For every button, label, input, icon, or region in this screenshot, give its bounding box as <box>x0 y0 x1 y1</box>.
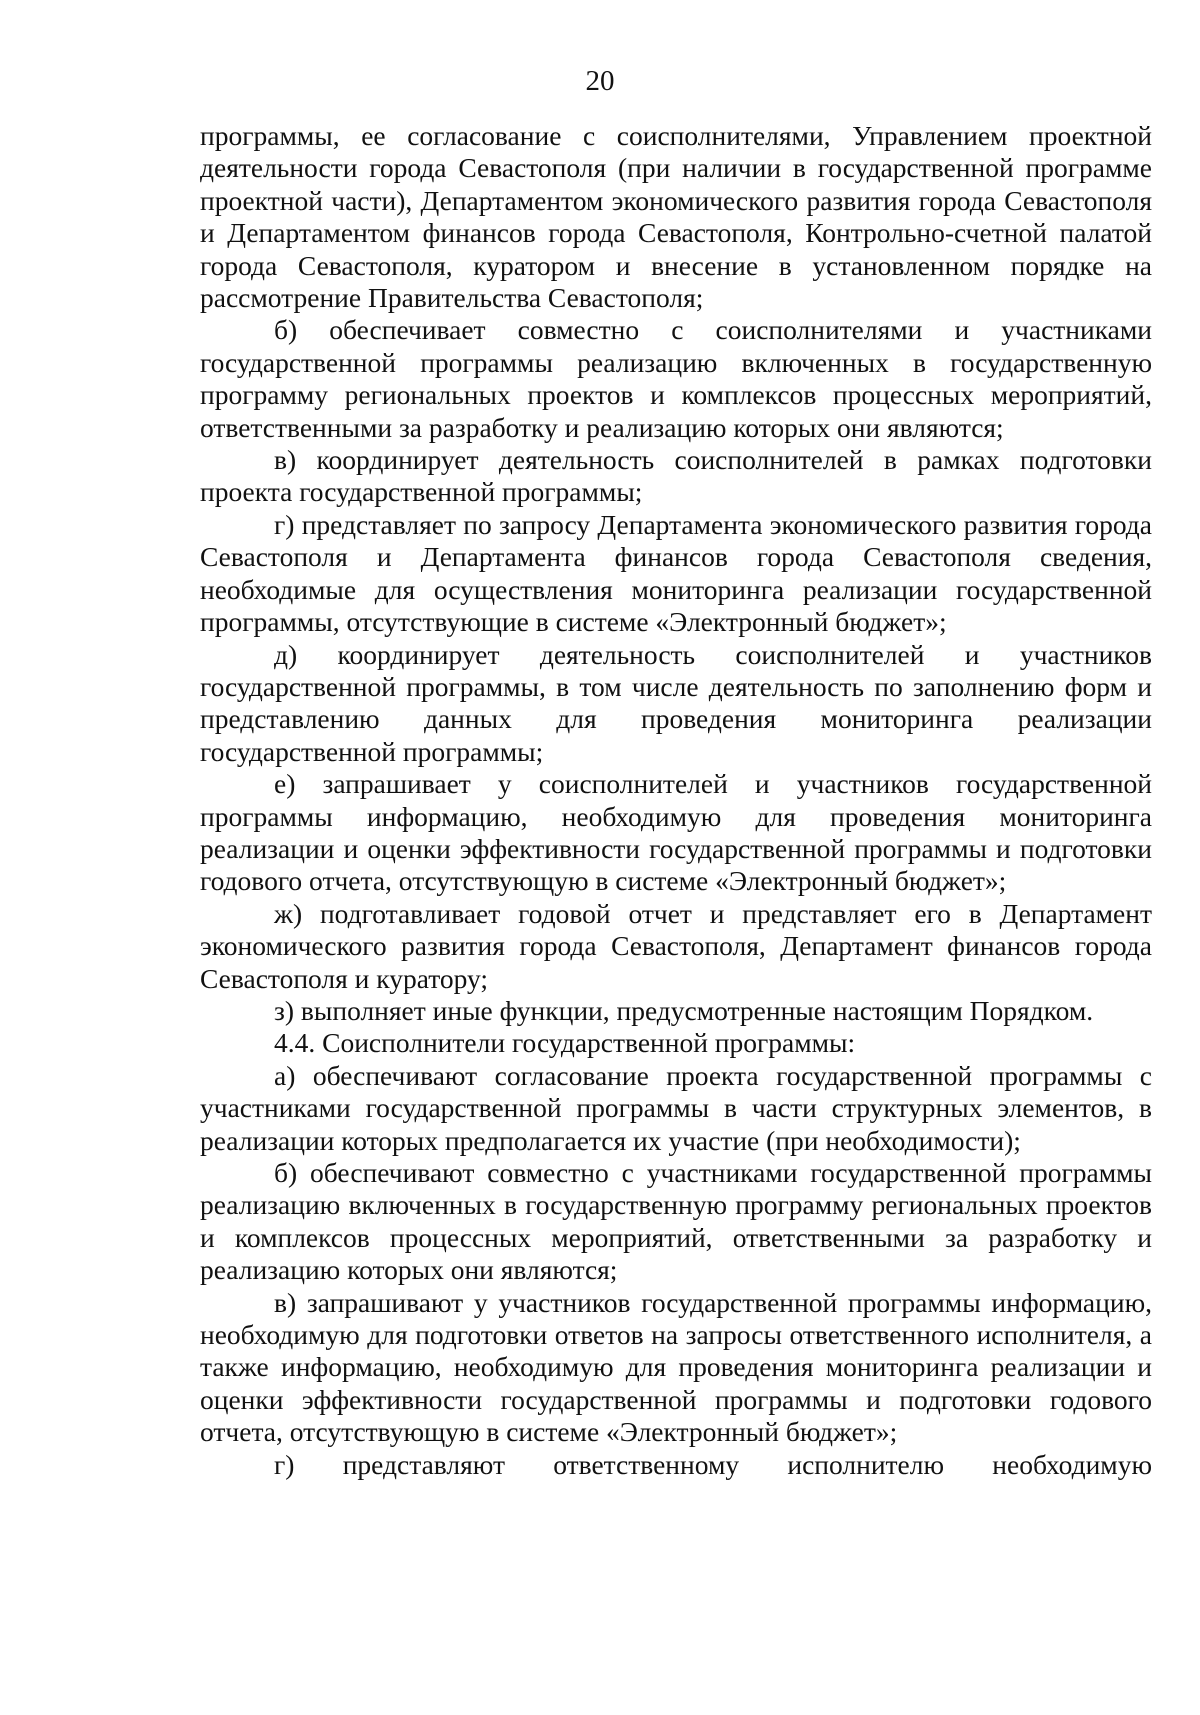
paragraph-item-g-2: г) представляют ответственному исполнителю необходимую <box>274 1448 1152 1480</box>
paragraph-item-g: г) представляет по запросу Департамента экономического развития города Севастополя и Департамента финансов города Севастополя сведения, необходимые для осуществления мониторинга реализации государственной программы, отсутствующие в системе «Электронный бюджет»; <box>200 508 1152 638</box>
paragraph-item-zh: ж) подготавливает годовой отчет и представляет его в Департамент экономического развития города Севастополя, Департамент финансов города Севастополя и куратору; <box>200 897 1152 994</box>
section-heading-4-4: 4.4. Соисполнители государственной программы: <box>274 1027 856 1059</box>
document-body <box>200 120 1152 1481</box>
paragraph-item-z: з) выполняет иные функции, предусмотренные настоящим Порядком. <box>274 994 1094 1026</box>
paragraph-item-b-2: б) обеспечивают совместно с участниками государственной программы реализацию включенных в государственную программу региональных проектов и комплексов процессных мероприятий, ответственными за разработку и реализацию которых они являются; <box>200 1157 1152 1286</box>
paragraph-item-v: в) координирует деятельность соисполнителей в рамках подготовки проекта государственной программы; <box>200 444 1152 508</box>
page-number: 20 <box>585 65 615 97</box>
paragraph-item-v-2: в) запрашивают у участников государственной программы информацию, необходимую для подготовки ответов на запросы ответственного исполнителя, а также информацию, необходимую для проведения мониторинга реализации и оценки эффективности государственной программы и подготовки годового отчета, отсутствующую в системе «Электронный бюджет»; <box>200 1286 1152 1448</box>
paragraph-item-e: е) запрашивает у соисполнителей и участников государственной программы информацию, необходимую для проведения мониторинга реализации и оценки эффективности государственной программы и подготовки годового отчета, отсутствующую в системе «Электронный бюджет»; <box>200 768 1152 897</box>
paragraph-item-a: а) обеспечивают согласование проекта государственной программы с участниками государственной программы в части структурных элементов, в реализации которых предполагается их участие (при необходимости); <box>200 1059 1152 1156</box>
paragraph-continuation: программы, ее согласование с соисполнителями, Управлением проектной деятельности города Севастополя (при наличии в государственной программе проектной части), Департаментом экономического развития города Севастополя и Департаментом финансов города Севастополя, Контрольно-счетной палатой города Севастополя, куратором и внесение в установленном порядке на рассмотрение Правительства Севастополя; <box>200 120 1152 314</box>
paragraph-item-d: д) координирует деятельность соисполнителей и участников государственной программы, в том числе деятельность по заполнению форм и представлению данных для проведения мониторинга реализации государственной программы; <box>200 638 1152 767</box>
paragraph-item-b: б) обеспечивает совместно с соисполнителями и участниками государственной программы реализацию включенных в государственную программу региональных проектов и комплексов процессных мероприятий, ответственными за разработку и реализацию которых они являются; <box>200 314 1152 443</box>
